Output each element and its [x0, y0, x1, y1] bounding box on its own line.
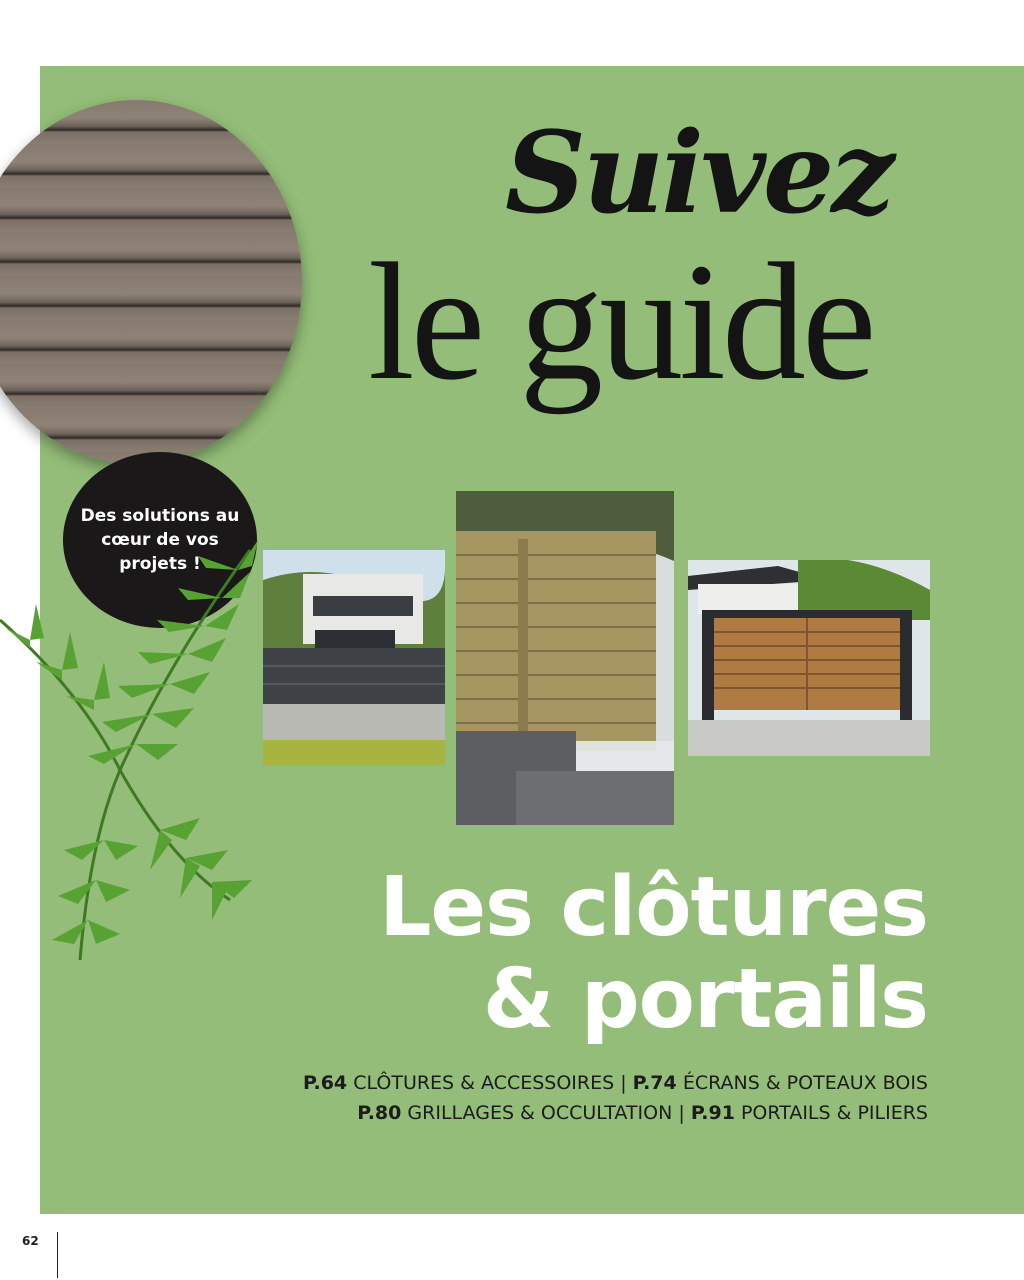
page-rule [57, 1232, 58, 1278]
title-script: Suivez [505, 108, 892, 239]
index-label: ÉCRANS & POTEAUX BOIS [682, 1072, 928, 1094]
photo-wood-screen [456, 491, 674, 825]
section-heading-line1: Les clôtures [379, 860, 928, 955]
index-label: GRILLAGES & OCCULTATION [407, 1102, 673, 1124]
index-label: PORTAILS & PILIERS [740, 1102, 928, 1124]
index-page: P.91 [690, 1102, 735, 1124]
badge-text: Des solutions au cœur de vos projets ! [80, 506, 240, 574]
title-serif: le guide [368, 229, 873, 415]
fern-leaf-illustration [0, 540, 290, 980]
index-line-2 [303, 1098, 928, 1128]
section-index [303, 1068, 928, 1128]
index-line-1 [303, 1068, 928, 1098]
photo-house-fence [263, 550, 445, 766]
index-separator: | [678, 1102, 685, 1124]
page-number: 62 [22, 1234, 39, 1248]
index-label: CLÔTURES & ACCESSOIRES [353, 1072, 615, 1094]
index-page: P.74 [632, 1072, 677, 1094]
index-page: P.80 [357, 1102, 402, 1124]
photo-wood-gate [688, 560, 930, 756]
index-separator: | [620, 1072, 627, 1094]
section-heading-line2: & portails [482, 952, 928, 1047]
section-heading [379, 862, 928, 1046]
index-page: P.64 [303, 1072, 348, 1094]
